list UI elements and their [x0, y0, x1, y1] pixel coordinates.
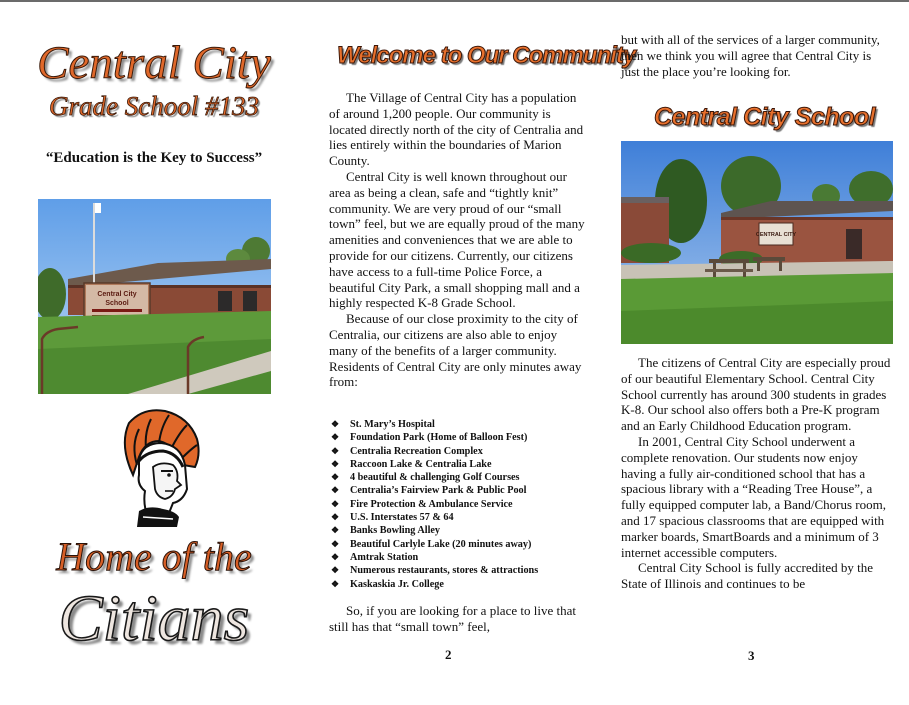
list-item: ❖ Banks Bowling Alley: [331, 525, 441, 537]
welcome-paragraph-1: The Village of Central City has a population of around 1,200 people. Our community is located directly north of the city of Centralia and lies entirely within the boundaries of Marion County.: [329, 90, 584, 169]
amenities-list: [331, 418, 591, 591]
cover-panel: [0, 0, 310, 705]
diamond-bullet-icon: ❖: [331, 538, 340, 549]
diamond-bullet-icon: ❖: [331, 485, 340, 496]
list-item: ❖ Centralia’s Fairview Park & Public Pool: [331, 485, 527, 497]
school-body: [621, 355, 893, 592]
school-paragraph-1: The citizens of Central City are especially proud of our beautiful Elementary School. Central City School currently has around 300 students in grades K-8. Our school also offers both a Pre-K program and an Early Childhood Education program.: [621, 355, 891, 434]
school-paragraph-3: Central City School is fully accredited by the State of Illinois and continues to be: [621, 560, 874, 592]
welcome-paragraph-4: So, if you are looking for a place to live that still has that “small town” feel,: [329, 603, 576, 634]
school-subtitle: Grade School #133: [49, 91, 259, 121]
diamond-bullet-icon: ❖: [331, 498, 340, 509]
welcome-paragraph-3: Because of our close proximity to the city of Centralia, our citizens are also able to enjoy many of the benefits of a larger community. Residents of Central City are only minutes away from:: [329, 311, 582, 390]
list-item: ❖ U.S. Interstates 57 & 64: [331, 512, 454, 524]
continuation-text: [621, 32, 893, 79]
list-item: ❖ Beautiful Carlyle Lake (20 minutes away): [331, 538, 532, 550]
home-of-the-text: Home of the: [56, 534, 252, 579]
page-number-3: 3: [748, 648, 755, 663]
list-item: ❖ Raccoon Lake & Centralia Lake: [331, 458, 492, 470]
diamond-bullet-icon: ❖: [331, 525, 340, 536]
diamond-bullet-icon: ❖: [331, 512, 340, 523]
diamond-bullet-icon: ❖: [331, 565, 340, 576]
list-item: ❖ Centralia Recreation Complex: [331, 445, 483, 457]
list-item: ❖ Numerous restaurants, stores & attractions: [331, 565, 539, 577]
photo-sign-text: CENTRAL CITY: [755, 232, 797, 238]
list-item: ❖ Amtrak Station: [331, 551, 419, 563]
school-front-photo: [38, 199, 271, 394]
diamond-bullet-icon: ❖: [331, 419, 340, 429]
trojan-mascot-logo: [103, 405, 205, 531]
school-heading: Central City School: [654, 103, 876, 131]
continuation-paragraph: but with all of the services of a larger community, then we think you will agree that Central City is just the place you’re looking for.: [621, 32, 880, 79]
welcome-paragraph-2: Central City is well known throughout our area as being a clean, safe and “tightly knit” community. We are very proud of our “small town” feel, but we are equally proud of the many amenities and conveniences that we are able to provide for our citizens. Currently, our citizens have access to a full-time Police Force, a beautiful City Park, a small shopping mall and a highly respected K-8 Grade School.: [329, 168, 585, 311]
list-item: ❖ St. Mary’s Hospital: [331, 419, 435, 430]
list-item: ❖ Foundation Park (Home of Balloon Fest): [331, 432, 528, 444]
diamond-bullet-icon: ❖: [331, 551, 340, 562]
school-paragraph-2: In 2001, Central City School underwent a complete renovation. Our students now enjoy having a fully air-conditioned school that has a spacious library with a “Reading Tree House”, a fully equipped computer lab, a Band/Chorus room, and 17 spacious classrooms that are equipped with marker boards, SmartBoards and a minimum of 3 internet accessible computers.: [621, 433, 887, 560]
list-item: ❖ Fire Protection & Ambulance Service: [331, 498, 513, 510]
citians-text: Citians: [58, 582, 250, 655]
diamond-bullet-icon: ❖: [331, 432, 340, 443]
photo-sign-line1: Central City: [97, 291, 137, 298]
diamond-bullet-icon: ❖: [331, 472, 340, 483]
welcome-body: [329, 90, 587, 390]
diamond-bullet-icon: ❖: [331, 445, 340, 456]
welcome-heading: Welcome to Our Community: [337, 42, 636, 69]
page-number-2: 2: [445, 647, 452, 662]
photo-sign-line2: School: [105, 300, 129, 307]
list-item: ❖ Kaskaskia Jr. College: [331, 578, 444, 590]
school-title: Central City: [37, 37, 271, 89]
diamond-bullet-icon: ❖: [331, 458, 340, 469]
diamond-bullet-icon: ❖: [331, 578, 340, 589]
school-courtyard-photo: [621, 141, 893, 344]
school-motto: “Education is the Key to Success”: [45, 150, 263, 166]
welcome-closing: [329, 603, 587, 635]
list-item: ❖ 4 beautiful & challenging Golf Courses: [331, 472, 520, 484]
